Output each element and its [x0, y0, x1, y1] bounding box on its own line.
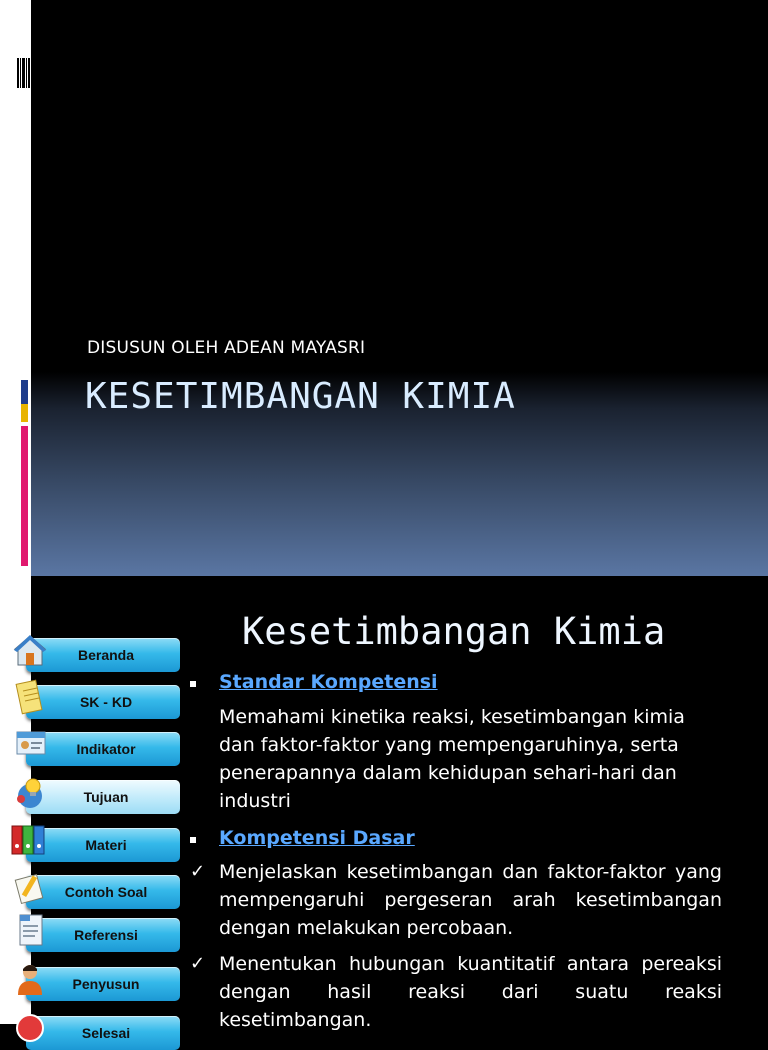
nav-contoh-soal[interactable] — [8, 869, 178, 909]
text-line: Menjelaskan kesetimbangan dan faktor-faktor yang — [219, 861, 722, 883]
slide-title: KESETIMBANGAN KIMIA — [85, 376, 516, 417]
kd2-text — [219, 950, 722, 1034]
content-slide — [0, 576, 768, 1041]
barcode-mark — [17, 58, 31, 88]
nav-label: Referensi — [74, 927, 138, 943]
accent-bar-pink — [21, 426, 28, 566]
standar-kompetensi-link[interactable]: Standar Kompetensi — [219, 671, 438, 693]
check-icon: ✓ — [190, 953, 206, 974]
bullet-square — [190, 681, 196, 687]
nav-label: Contoh Soal — [64, 884, 148, 900]
text-line: mempengaruhi pergeseran arah kesetimbangan — [219, 889, 722, 911]
nav-selesai[interactable] — [8, 1010, 178, 1050]
check-icon: ✓ — [190, 861, 206, 882]
nav-label: Penyusun — [72, 976, 140, 992]
nav-sk-kd[interactable] — [8, 679, 178, 719]
nav-label: Tujuan — [83, 789, 129, 805]
bullet-square — [190, 837, 196, 843]
nav-beranda[interactable] — [8, 632, 178, 672]
text-line: dengan hasil reaksi dari suatu reaksi — [219, 981, 722, 1003]
nav-label: SK - KD — [79, 694, 133, 710]
nav-indikator[interactable] — [8, 726, 178, 766]
nav-label: Materi — [85, 837, 127, 853]
kd1-text — [219, 858, 722, 942]
nav-tujuan[interactable] — [8, 774, 178, 814]
nav-label: Selesai — [81, 1025, 131, 1041]
kompetensi-dasar-link[interactable]: Kompetensi Dasar — [219, 827, 415, 849]
text-line: dengan melakukan percobaan. — [219, 917, 514, 939]
nav-label: Beranda — [77, 647, 135, 663]
nav-materi[interactable] — [8, 822, 178, 862]
text-line: industri — [219, 790, 291, 812]
accent-bar-yellow — [21, 404, 28, 422]
slide-heading: Kesetimbangan Kimia — [242, 610, 666, 653]
author-subtitle: DISUSUN OLEH ADEAN MAYASRI — [87, 338, 366, 358]
text-line: penerapannya dalam kehidupan sehari-hari dan — [219, 762, 677, 784]
text-line: Menentukan hubungan kuantitatif antara pereaksi — [219, 953, 722, 975]
text-line: Memahami kinetika reaksi, kesetimbangan kimia — [219, 706, 685, 728]
sk-text — [219, 703, 722, 815]
nav-penyusun[interactable] — [8, 961, 178, 1001]
text-line: kesetimbangan. — [219, 1009, 372, 1031]
text-line: dan faktor-faktor yang mempengaruhinya, serta — [219, 734, 679, 756]
nav-label: Indikator — [76, 741, 136, 757]
nav-referensi[interactable] — [8, 912, 178, 952]
accent-bar-blue — [21, 380, 28, 404]
